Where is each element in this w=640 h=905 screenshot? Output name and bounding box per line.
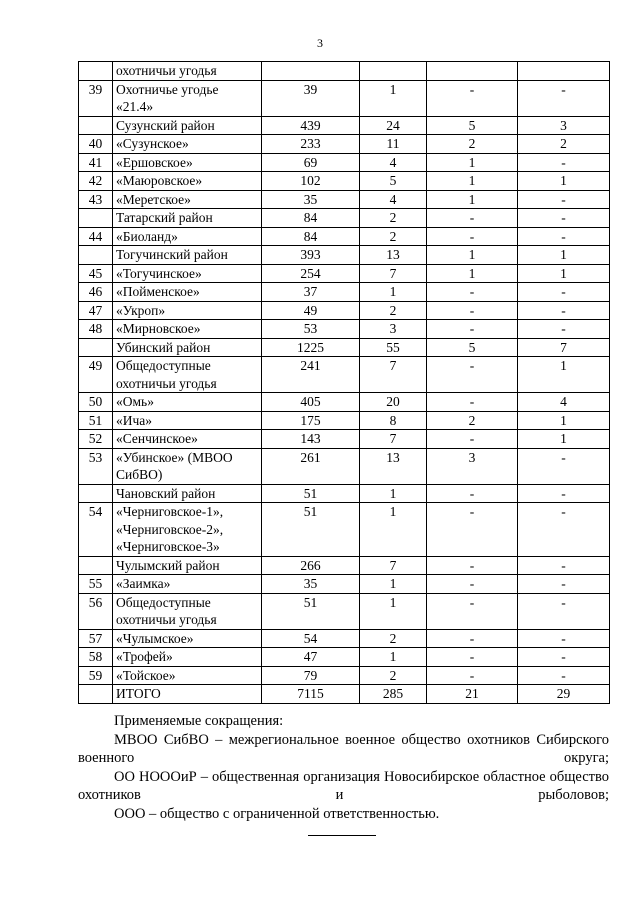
table-body [79,62,610,704]
row-number-cell: 58 [79,648,113,667]
value-cell: 266 [262,556,360,575]
value-cell: 37 [262,283,360,302]
table-row [79,283,610,302]
table-row [79,135,610,154]
value-cell: 13 [360,448,427,484]
abbreviations-heading: Применяемые сокращения: [114,713,284,729]
table-row [79,80,610,116]
value-cell: 2 [518,135,610,154]
value-cell: - [427,484,518,503]
name-cell: Татарский район [113,209,262,228]
name-cell: Тогучинский район [113,246,262,265]
value-cell: - [427,80,518,116]
value-cell: 84 [262,227,360,246]
name-cell: Охотничье угодье «21.4» [113,80,262,116]
name-cell: охотничьи угодья [113,62,262,81]
value-cell: 84 [262,209,360,228]
value-cell: 1 [427,172,518,191]
value-cell: 1 [427,190,518,209]
value-cell: 2 [427,411,518,430]
value-cell: 20 [360,393,427,412]
value-cell: 21 [427,685,518,704]
value-cell: 2 [360,629,427,648]
row-number-cell: 40 [79,135,113,154]
name-cell: «Пойменское» [113,283,262,302]
value-cell: - [518,556,610,575]
row-number-cell: 50 [79,393,113,412]
table-row [79,338,610,357]
value-cell: 8 [360,411,427,430]
end-rule [308,835,376,836]
name-cell: «Ича» [113,411,262,430]
row-number-cell: 39 [79,80,113,116]
row-number-cell: 51 [79,411,113,430]
table-row [79,62,610,81]
value-cell: 102 [262,172,360,191]
hunting-grounds-table [78,61,610,704]
value-cell: - [518,80,610,116]
value-cell: 49 [262,301,360,320]
value-cell: 254 [262,264,360,283]
value-cell: 175 [262,411,360,430]
value-cell: 393 [262,246,360,265]
value-cell: - [427,575,518,594]
name-cell: Убинский район [113,338,262,357]
value-cell: 35 [262,575,360,594]
value-cell: 1 [360,575,427,594]
value-cell: - [518,283,610,302]
value-cell: 7 [360,556,427,575]
value-cell: - [518,575,610,594]
value-cell: - [427,503,518,557]
name-cell: ИТОГО [113,685,262,704]
row-number-cell [79,116,113,135]
name-cell: Чановский район [113,484,262,503]
table-row [79,301,610,320]
value-cell: 1 [518,357,610,393]
value-cell: 439 [262,116,360,135]
value-cell: 5 [427,338,518,357]
name-cell: «Маюровское» [113,172,262,191]
value-cell: 51 [262,484,360,503]
name-cell: «Убинское» (МВОО СибВО) [113,448,262,484]
name-cell: Общедоступные охотничьи угодья [113,357,262,393]
value-cell: 2 [360,666,427,685]
row-number-cell [79,338,113,357]
value-cell: 1 [518,264,610,283]
value-cell: - [518,301,610,320]
value-cell: 1225 [262,338,360,357]
value-cell: 2 [360,301,427,320]
table-row [79,190,610,209]
value-cell: 1 [360,283,427,302]
row-number-cell: 41 [79,153,113,172]
row-number-cell [79,62,113,81]
row-number-cell [79,246,113,265]
table-row [79,227,610,246]
name-cell: «Биоланд» [113,227,262,246]
value-cell: 53 [262,320,360,339]
table-row [79,685,610,704]
row-number-cell [79,484,113,503]
value-cell: 1 [360,484,427,503]
table-row [79,320,610,339]
value-cell: 1 [427,246,518,265]
name-cell: Общедоступные охотничьи угодья [113,593,262,629]
value-cell: 13 [360,246,427,265]
value-cell: 1 [518,172,610,191]
table-row [79,556,610,575]
value-cell: 55 [360,338,427,357]
table-row [79,209,610,228]
value-cell: - [427,629,518,648]
table-row [79,575,610,594]
row-number-cell [79,685,113,704]
value-cell: 7 [360,357,427,393]
value-cell: 1 [518,246,610,265]
name-cell: «Заимка» [113,575,262,594]
value-cell: - [518,629,610,648]
name-cell: «Трофей» [113,648,262,667]
value-cell: - [518,666,610,685]
value-cell: 4 [518,393,610,412]
name-cell: «Мирновское» [113,320,262,339]
value-cell: - [427,648,518,667]
value-cell: 35 [262,190,360,209]
value-cell: - [427,357,518,393]
row-number-cell: 56 [79,593,113,629]
value-cell: - [427,593,518,629]
value-cell: - [427,209,518,228]
value-cell: 2 [427,135,518,154]
value-cell: - [518,448,610,484]
row-number-cell: 59 [79,666,113,685]
row-number-cell: 53 [79,448,113,484]
value-cell: 7115 [262,685,360,704]
value-cell: 1 [360,648,427,667]
name-cell: Чулымский район [113,556,262,575]
value-cell: 29 [518,685,610,704]
table-row [79,116,610,135]
table-row [79,629,610,648]
value-cell: 1 [518,430,610,449]
value-cell: - [427,320,518,339]
value-cell: 3 [518,116,610,135]
abbreviation-item: ООО – общество с ограниченной ответственностью. [114,805,440,822]
value-cell: - [518,503,610,557]
table-row [79,503,610,557]
value-cell: - [518,484,610,503]
row-number-cell: 45 [79,264,113,283]
value-cell: 5 [427,116,518,135]
table-row [79,393,610,412]
value-cell: 3 [427,448,518,484]
value-cell: - [518,320,610,339]
table-row [79,484,610,503]
value-cell: 1 [360,80,427,116]
abbreviation-item: ОО НОООиР – общественная организация Новосибирское областное общество охотников и рыболовов; [78,768,609,803]
row-number-cell: 44 [79,227,113,246]
table-row [79,264,610,283]
value-cell: 1 [360,503,427,557]
value-cell: 405 [262,393,360,412]
row-number-cell: 48 [79,320,113,339]
value-cell: 1 [360,593,427,629]
row-number-cell [79,209,113,228]
table-row [79,246,610,265]
name-cell: «Сузунское» [113,135,262,154]
value-cell: 7 [518,338,610,357]
name-cell: «Меретское» [113,190,262,209]
row-number-cell: 57 [79,629,113,648]
value-cell: 1 [427,153,518,172]
table-row [79,153,610,172]
value-cell: - [427,227,518,246]
value-cell: 143 [262,430,360,449]
name-cell: «Тойское» [113,666,262,685]
row-number-cell: 54 [79,503,113,557]
name-cell: Сузунский район [113,116,262,135]
value-cell: 241 [262,357,360,393]
value-cell: 285 [360,685,427,704]
value-cell: 261 [262,448,360,484]
value-cell: - [518,209,610,228]
row-number-cell: 52 [79,430,113,449]
table-row [79,172,610,191]
value-cell: - [518,190,610,209]
row-number-cell: 46 [79,283,113,302]
value-cell: 7 [360,264,427,283]
name-cell: «Омь» [113,393,262,412]
name-cell: «Черниговское-1», «Черниговское-2», «Черниговское-3» [113,503,262,557]
value-cell: - [518,593,610,629]
value-cell: - [427,283,518,302]
value-cell: - [427,430,518,449]
value-cell: 51 [262,503,360,557]
value-cell: 54 [262,629,360,648]
row-number-cell: 49 [79,357,113,393]
value-cell [427,62,518,81]
value-cell: - [427,556,518,575]
value-cell: 39 [262,80,360,116]
value-cell: 4 [360,190,427,209]
name-cell: «Тогучинское» [113,264,262,283]
row-number-cell: 43 [79,190,113,209]
row-number-cell: 55 [79,575,113,594]
table-row [79,448,610,484]
value-cell: - [427,301,518,320]
value-cell: 5 [360,172,427,191]
value-cell [360,62,427,81]
value-cell: - [427,393,518,412]
value-cell: 69 [262,153,360,172]
value-cell: 79 [262,666,360,685]
value-cell: - [518,648,610,667]
value-cell [262,62,360,81]
value-cell [518,62,610,81]
value-cell: 2 [360,209,427,228]
table-row [79,666,610,685]
name-cell: «Ершовское» [113,153,262,172]
table-row [79,648,610,667]
value-cell: - [518,153,610,172]
row-number-cell: 47 [79,301,113,320]
value-cell: 4 [360,153,427,172]
name-cell: «Чулымское» [113,629,262,648]
value-cell: 51 [262,593,360,629]
table-row [79,593,610,629]
value-cell: 24 [360,116,427,135]
row-number-cell: 42 [79,172,113,191]
name-cell: «Укроп» [113,301,262,320]
value-cell: 11 [360,135,427,154]
abbreviation-item: МВОО СибВО – межрегиональное военное общество охотников Сибирского военного округа; [78,731,609,766]
value-cell: 1 [518,411,610,430]
name-cell: «Сенчинское» [113,430,262,449]
value-cell: 7 [360,430,427,449]
page-number: 3 [317,36,323,50]
value-cell: 233 [262,135,360,154]
table-row [79,411,610,430]
table-row [79,357,610,393]
row-number-cell [79,556,113,575]
value-cell: 2 [360,227,427,246]
table-row [79,430,610,449]
value-cell: - [518,227,610,246]
abbreviations-section [78,712,609,823]
value-cell: 3 [360,320,427,339]
value-cell: 47 [262,648,360,667]
value-cell: 1 [427,264,518,283]
value-cell: - [427,666,518,685]
